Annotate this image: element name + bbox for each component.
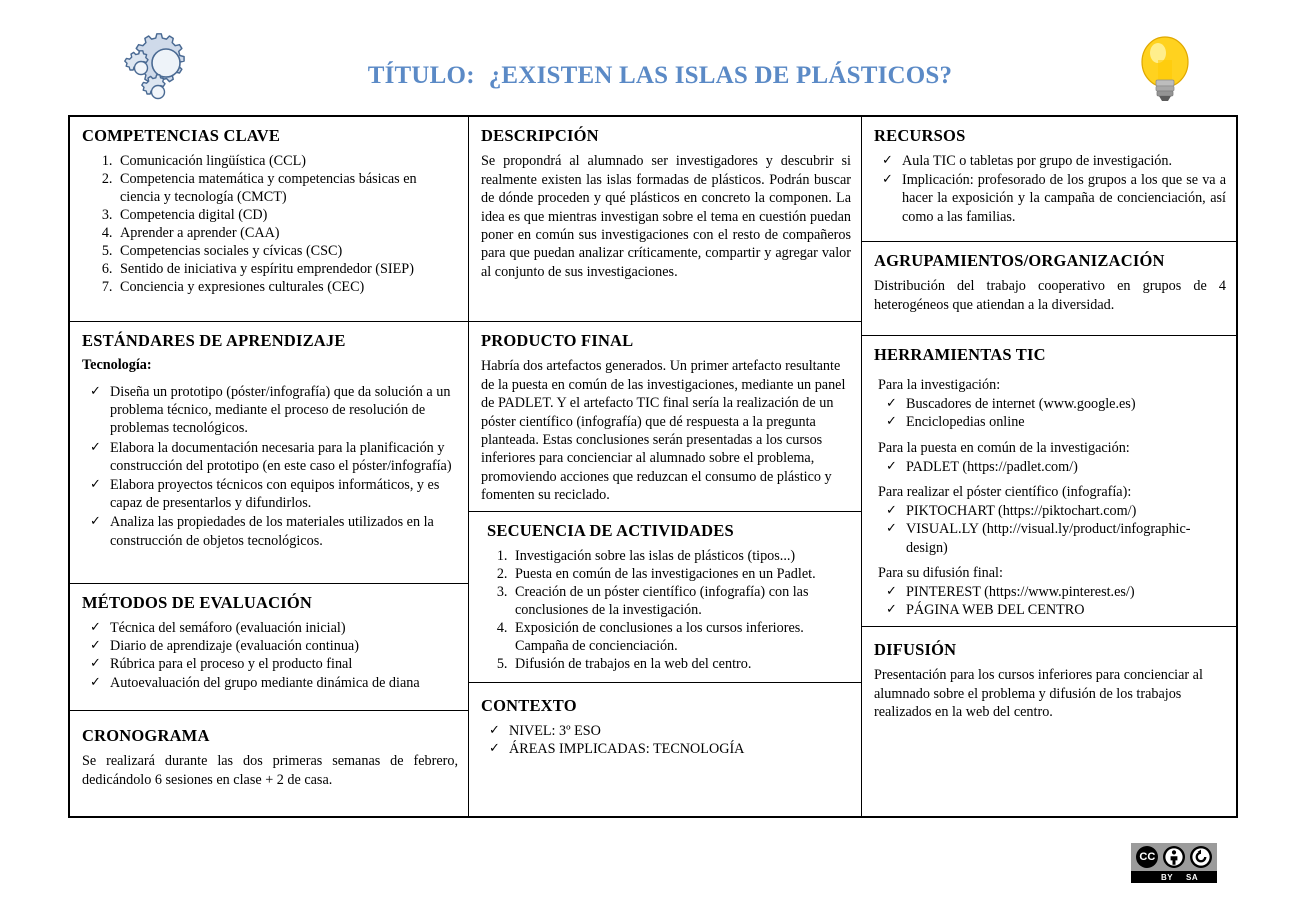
list-item: 2. Competencia matemática y competencias básicas en ciencia y tecnología (CMCT) — [116, 170, 458, 206]
agrupamientos-text: Distribución del trabajo cooperativo en grupos de 4 heterogéneos que atiendan a la diversidad. — [874, 278, 1226, 313]
section-estandares-aprendizaje — [70, 322, 468, 584]
list-item: ✓ Técnica del semáforo (evaluación inicial) — [82, 619, 458, 637]
list-item: 7. Conciencia y expresiones culturales (CEC) — [116, 278, 458, 296]
section-title: HERRAMIENTAS TIC — [874, 345, 1046, 364]
list-item: 6. Sentido de iniciativa y espíritu emprendedor (SIEP) — [116, 260, 458, 278]
section-contexto — [469, 683, 861, 816]
list-item: ✓ Elabora la documentación necesaria para la planificación y construcción del prototipo (en este caso el póster/infografía) — [82, 439, 458, 475]
tic-group-poster-cientifico — [874, 483, 1226, 557]
list-item: 1. Comunicación lingüística (CCL) — [116, 152, 458, 170]
list-item: ✓ PÁGINA WEB DEL CENTRO — [878, 601, 1226, 619]
tic-group-list — [874, 583, 1226, 619]
tic-group-heading: Para la puesta en común de la investigación: — [878, 439, 1130, 456]
list-item: ✓ VISUAL.LY (http://visual.ly/product/infographic-design) — [878, 520, 1226, 556]
tic-group-list — [874, 395, 1226, 431]
page-title — [250, 62, 1070, 90]
section-competencias-clave — [70, 117, 468, 322]
estandares-list — [82, 383, 458, 550]
section-title: DESCRIPCIÓN — [481, 126, 599, 145]
tic-group-heading: Para realizar el póster científico (infografía): — [878, 484, 1132, 500]
list-item: ✓ Elabora proyectos técnicos con equipos informáticos, y es capaz de presentarlos y difundirlos. — [82, 476, 458, 512]
section-title: MÉTODOS DE EVALUACIÓN — [82, 593, 313, 612]
difusion-text: Presentación para los cursos inferiores para concienciar al alumnado sobre el problema y difusión de los trabajos realizados en la web del centro. — [874, 667, 1203, 721]
tic-group-puesta-en-comun — [874, 439, 1226, 476]
tic-group-heading: Para su difusión final: — [878, 564, 1003, 581]
tic-group-list — [874, 502, 1226, 557]
section-herramientas-tic — [862, 336, 1236, 627]
list-item: ✓ Enciclopedias online — [878, 413, 1226, 431]
contexto-list — [481, 722, 851, 758]
cc-label-bar — [1131, 871, 1217, 883]
list-item: ✓ Autoevaluación del grupo mediante dinámica de diana — [82, 674, 458, 692]
lesson-plan-table — [68, 115, 1238, 818]
subsection-label: Tecnología: — [82, 357, 152, 374]
metodos-list — [82, 619, 458, 692]
list-item: ✓ Buscadores de internet (www.google.es) — [878, 395, 1226, 413]
section-title: COMPETENCIAS CLAVE — [82, 126, 281, 145]
section-title: RECURSOS — [874, 126, 966, 145]
by-label: BY — [1161, 872, 1174, 882]
list-item: ✓ Implicación: profesorado de los grupos a los que se va a hacer la exposición y la campaña de concienciación, así como a las familias. — [874, 171, 1226, 226]
list-item: 1. Investigación sobre las islas de plásticos (tipos...) — [511, 547, 851, 565]
list-item: ✓ Diseña un prototipo (póster/infografía) que da solución a un problema técnico, mediante el proceso de resolución de problemas tecnológicos. — [82, 383, 458, 438]
list-item: 5. Difusión de trabajos en la web del centro. — [511, 655, 851, 673]
section-title: CONTEXTO — [481, 696, 577, 715]
section-producto-final — [469, 322, 861, 512]
list-item: ✓ PIKTOCHART (https://piktochart.com/) — [878, 502, 1226, 520]
section-title: SECUENCIA DE ACTIVIDADES — [487, 521, 734, 540]
competencias-list — [82, 152, 458, 296]
list-item: ✓ PINTEREST (https://www.pinterest.es/) — [878, 583, 1226, 601]
section-title: ESTÁNDARES DE APRENDIZAJE — [82, 331, 346, 350]
section-title: AGRUPAMIENTOS/ORGANIZACIÓN — [874, 251, 1165, 270]
recursos-list — [874, 152, 1226, 226]
list-item: 3. Creación de un póster científico (infografía) con las conclusiones de la investigación. — [511, 583, 851, 619]
title-question: ¿EXISTEN LAS ISLAS DE PLÁSTICOS? — [488, 62, 953, 89]
tic-group-heading: Para la investigación: — [878, 377, 1001, 394]
descripcion-text: Se propondrá al alumnado ser investigadores y descubrir si realmente existen las islas formadas de plásticos. Podrán buscar de dónde proceden y qué plásticos en concreto la componen. La idea es que mientras investigan sobre el tema en cuestión puedan poner en común sus investigaciones con el resto de compañeros para que puedan analizar críticamente, compartir y agregar valor al conjunto de sus investigaciones. — [481, 153, 851, 280]
section-title: DIFUSIÓN — [874, 640, 957, 659]
section-title: PRODUCTO FINAL — [481, 331, 634, 350]
section-metodos-evaluacion — [70, 584, 468, 711]
tic-group-list — [874, 458, 1226, 476]
section-secuencia-actividades — [469, 512, 861, 683]
list-item: 2. Puesta en común de las investigaciones en un Padlet. — [511, 565, 851, 583]
list-item: ✓ Diario de aprendizaje (evaluación continua) — [82, 637, 458, 655]
list-item: ✓ Aula TIC o tabletas por grupo de investigación. — [874, 152, 1226, 170]
attribution-person-icon — [1163, 846, 1185, 868]
section-agrupamientos — [862, 242, 1236, 336]
title-label: TÍTULO: — [367, 62, 475, 89]
left-column — [70, 117, 469, 816]
right-column — [862, 117, 1236, 816]
tic-group-difusion-final — [874, 564, 1226, 620]
section-recursos — [862, 117, 1236, 242]
section-difusion — [862, 627, 1236, 816]
list-item: ✓ ÁREAS IMPLICADAS: TECNOLOGÍA — [481, 740, 851, 758]
middle-column — [469, 117, 862, 816]
cc-icon-row — [1131, 843, 1217, 871]
producto-final-text: Habría dos artefactos generados. Un primer artefacto resultante de la puesta en común de las investigaciones, mediante un panel de PADLET. Y el artefacto TIC final sería la realización de un póster científico (infografía) que dé respuesta a la pregunta planteada. Estas conclusiones serán presentadas a los cursos inferiores para concienciar al alumnado sobre el problema, promoviendo acciones que reduzcan el consumo de plástico y fomenten su reciclado. — [481, 358, 846, 504]
list-item: ✓ Analiza las propiedades de los materiales utilizados en la construcción de objetos tecnológicos. — [82, 513, 458, 549]
cc-icon: CC — [1136, 846, 1158, 868]
section-title: CRONOGRAMA — [82, 726, 210, 745]
list-item: ✓ PADLET (https://padlet.com/) — [878, 458, 1226, 476]
list-item: 3. Competencia digital (CD) — [116, 206, 458, 224]
list-item: 4. Exposición de conclusiones a los cursos inferiores. Campaña de concienciación. — [511, 619, 851, 655]
cronograma-text: Se realizará durante las dos primeras semanas de febrero, dedicándolo 6 sesiones en clase + 2 de casa. — [82, 753, 458, 788]
gears-icon — [116, 33, 208, 111]
list-item: 5. Competencias sociales y cívicas (CSC) — [116, 242, 458, 260]
section-cronograma — [70, 711, 468, 816]
creative-commons-license-badge[interactable] — [1131, 843, 1217, 883]
secuencia-list — [481, 547, 851, 673]
list-item: ✓ Rúbrica para el proceso y el producto final — [82, 655, 458, 673]
section-descripcion — [469, 117, 861, 322]
list-item: ✓ NIVEL: 3º ESO — [481, 722, 851, 740]
document-header — [0, 0, 1295, 112]
lightbulb-icon — [1134, 30, 1196, 110]
list-item: 4. Aprender a aprender (CAA) — [116, 224, 458, 242]
tic-group-investigacion — [874, 376, 1226, 432]
sa-label: SA — [1186, 872, 1199, 882]
share-alike-icon — [1190, 846, 1212, 868]
